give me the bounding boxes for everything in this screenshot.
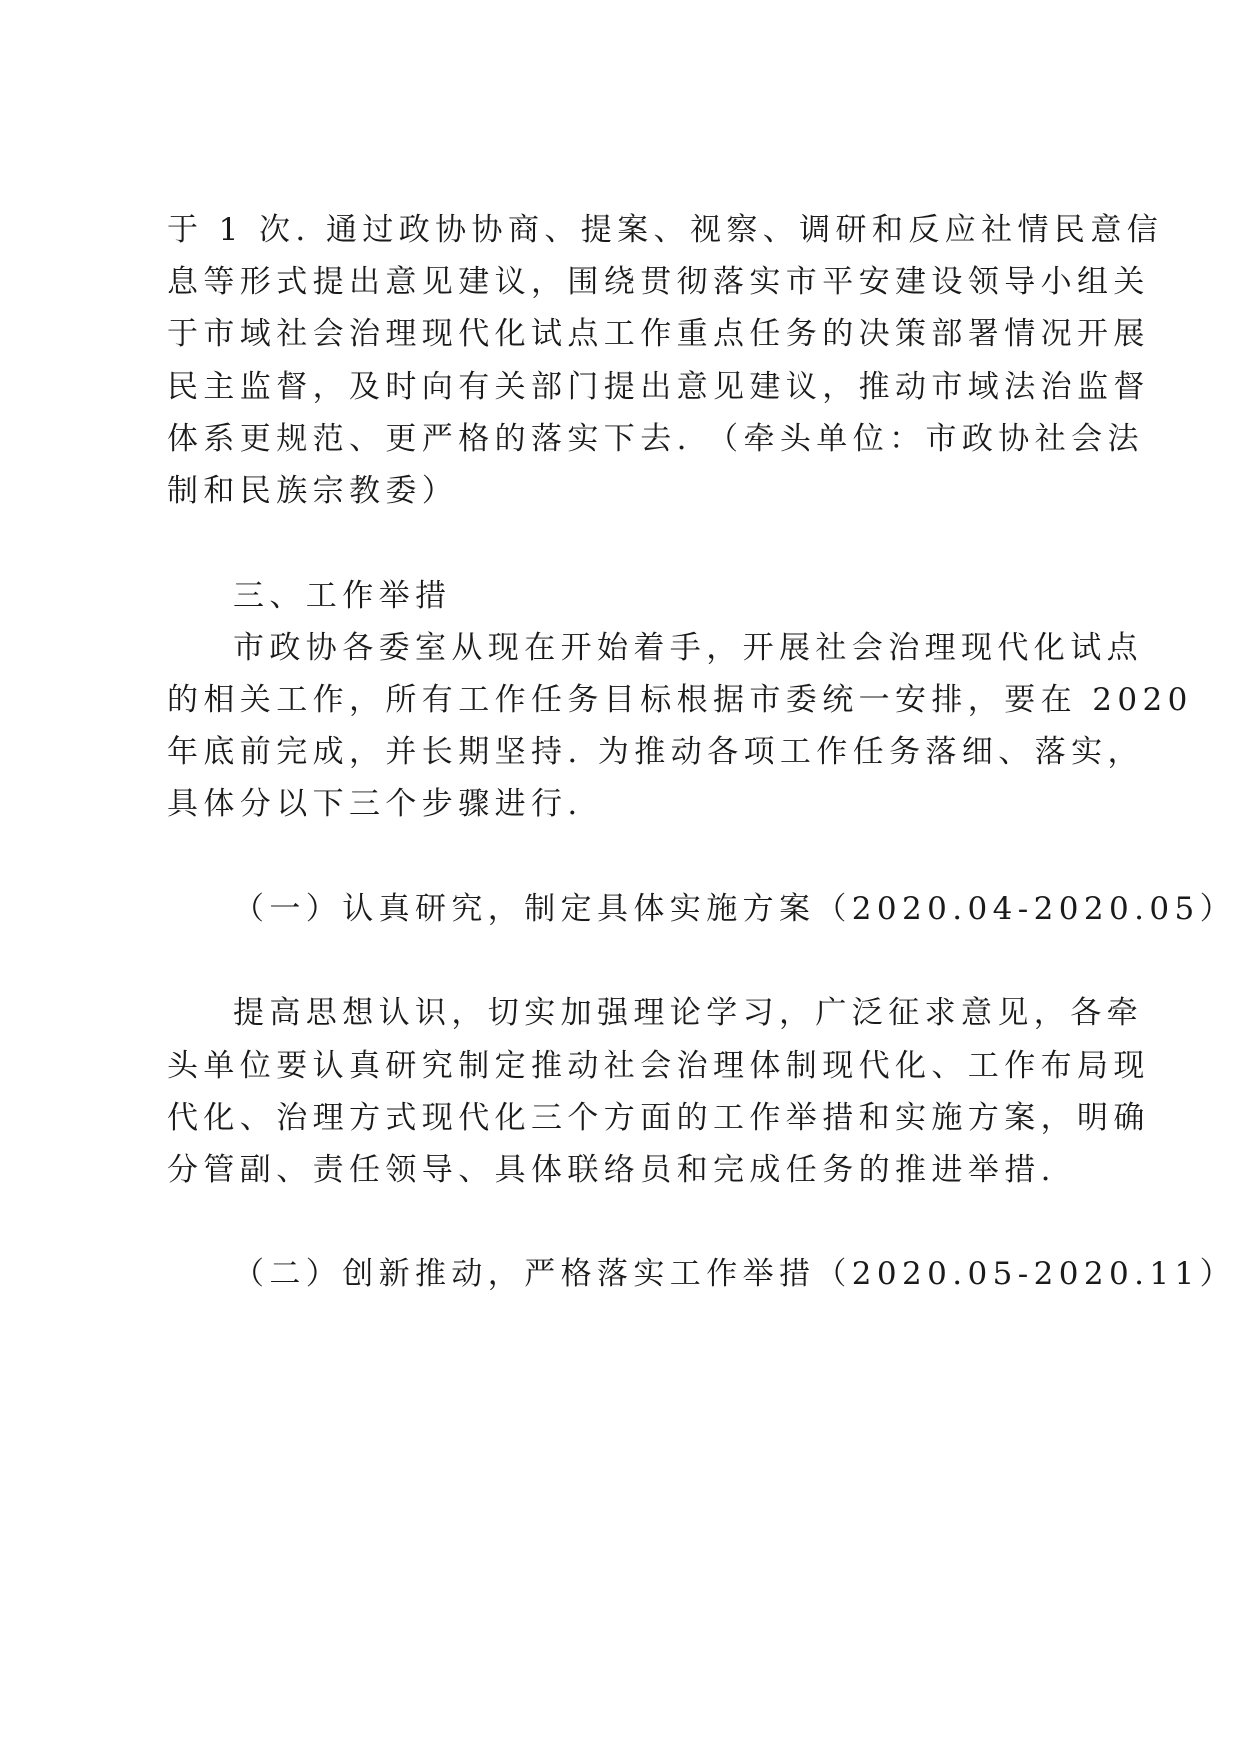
paragraph-3-line-2: 头单位要认真研究制定推动社会治理体制现代化、工作布局现	[167, 1048, 1150, 1084]
paragraph-1-line-4: 民主监督，及时向有关部门提出意见建议，推动市域法治监督	[167, 369, 1150, 405]
sub-heading-2: （二）创新推动，严格落实工作举措（2020.05-2020.11）	[233, 1256, 1237, 1292]
paragraph-1-line-1: 于 1 次. 通过政协协商、提案、视察、调研和反应社情民意信	[167, 212, 1164, 248]
paragraph-1-line-6: 制和民族宗教委）	[167, 473, 459, 509]
paragraph-2-line-4: 具体分以下三个步骤进行.	[167, 786, 583, 822]
paragraph-3-line-4: 分管副、责任领导、具体联络员和完成任务的推进举措.	[167, 1152, 1056, 1188]
paragraph-1-line-2: 息等形式提出意见建议，围绕贯彻落实市平安建设领导小组关	[167, 264, 1150, 300]
paragraph-1-line-3: 于市域社会治理现代化试点工作重点任务的决策部署情况开展	[167, 316, 1150, 352]
paragraph-2-line-1: 市政协各委室从现在开始着手，开展社会治理现代化试点	[233, 630, 1143, 666]
paragraph-2-line-2: 的相关工作，所有工作任务目标根据市委统一安排，要在 2020	[167, 682, 1193, 718]
paragraph-3-line-1: 提高思想认识，切实加强理论学习，广泛征求意见，各牵	[233, 995, 1143, 1031]
paragraph-2-line-3: 年底前完成，并长期坚持. 为推动各项工作任务落细、落实，	[167, 734, 1144, 770]
paragraph-1-line-5: 体系更规范、更严格的落实下去. （牵头单位：市政协社会法	[167, 421, 1144, 457]
sub-heading-1: （一）认真研究，制定具体实施方案（2020.04-2020.05）	[233, 891, 1237, 927]
section-heading: 三、工作举措	[233, 578, 452, 614]
paragraph-3-line-3: 代化、治理方式现代化三个方面的工作举措和实施方案，明确	[167, 1100, 1150, 1136]
